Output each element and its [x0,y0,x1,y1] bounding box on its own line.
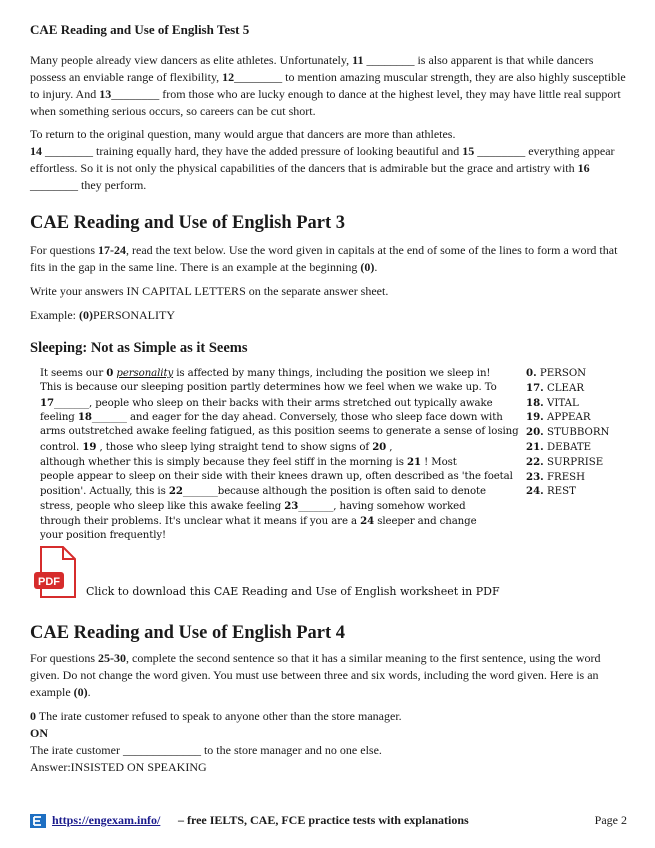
text-run: feeling [40,412,78,424]
text-run: ________ everything appear effortless. So it is not only the physical capabilities of the dancers that is admirable but the grace and artistry with [30,144,615,175]
text-run: , [386,441,393,453]
example-answer-word: personality [116,368,174,379]
passage-line [40,470,522,485]
word-list [526,366,646,499]
gap-number: 13 [99,87,112,101]
text-run: stress, people who sleep like this awake feeling [40,501,285,513]
gap-number: 20 [372,440,387,453]
text-run: people appear to sleep on their side with their knees drawn up, often described as 'the foetal [40,470,513,482]
test5-para2-line1: To return to the original question, many would argue that dancers are more than athletes. [30,127,456,141]
example-ref: (0) [73,685,88,699]
word-list-item [526,470,646,485]
text-run: This is because our sleeping position partly determines how we feel when we wake up. To [40,381,497,393]
part3-example [30,307,627,324]
passage-line [40,514,522,529]
part3-instructions [30,242,627,276]
example-number: (0) [78,308,93,322]
pdf-icon-label: PDF [38,576,60,588]
text-run: although whether this is simply because they feel stiff in the morning is [40,456,407,468]
text-run: _______, having somehow worked [298,501,466,513]
example-number: 0 [30,709,36,723]
stem-word: APPEAR [546,412,591,424]
text-run: position'. Actually, this is [40,486,169,498]
passage-title: Sleeping: Not as Simple as it Seems [30,340,248,356]
text-run: ________ is also apparent is that while dancers possess an enviable range of flexibility, [30,53,594,84]
word-number: 17. [526,381,544,394]
part3-heading: CAE Reading and Use of English Part 3 [30,213,346,233]
text-run: _______, people who sleep on their backs with their arms stretched out typically awake [53,397,493,409]
stem-word: DEBATE [546,441,592,453]
test5-title: CAE Reading and Use of English Test 5 [30,22,250,37]
gap-number: 24 [360,514,375,527]
footer-site-link[interactable]: https://engexam.info/ [52,813,161,827]
text-run: , complete the second sentence so that it has a similar meaning to the first sentence, using the word given. Do not change the word given. You must use between three and six words, including the word given. Here is an example [30,651,601,699]
word-list-item [526,366,646,381]
text-run: arms outstretched awake feeling fatigued, as this position seems to generate a sense of losing [40,426,519,438]
page-number: Page 2 [594,813,627,827]
text-run: , those who sleep lying straight tend to show signs of [96,441,373,453]
test5-para2 [30,126,627,194]
gap-number: 0 [106,367,114,379]
word-number: 23. [526,470,544,483]
text-run: For questions [30,243,99,257]
word-number: 0. [526,367,537,379]
word-list-item [526,425,646,440]
text-run: Many people already view dancers as elite athletes. Unfortunately, [30,53,353,67]
text-run: . [374,260,378,274]
text-run: ________ from those who are lucky enough to dance at the highest level, they may have little real support when something serious occurs, so careers can be cut short. [30,87,621,118]
test5-para1 [30,52,627,120]
gap-number: 19 [82,440,97,453]
text-run: _______because although the position is often said to denote [182,486,486,498]
text-run: . [87,685,91,699]
word-list-item [526,440,646,455]
word-number: 22. [526,455,544,468]
example-ref: (0) [360,260,375,274]
stem-word: VITAL [546,397,579,409]
gap-number: 23 [284,500,299,513]
stem-word: PERSON [539,368,587,379]
example-keyword: ON [30,726,48,740]
passage-line [40,499,522,514]
word-list-item [526,381,646,396]
word-list-item [526,484,646,499]
word-number: 20. [526,426,544,439]
passage-text [40,366,522,544]
word-list-item [526,455,646,470]
text-run: control. [40,441,83,453]
gap-number: 15 [462,144,475,158]
stem-word: REST [546,486,576,498]
word-list-item [526,396,646,411]
part4-instructions [30,650,627,701]
example-label: Example: [30,308,79,322]
passage-line [40,529,522,544]
download-pdf-link[interactable]: Click to download this CAE Reading and Use of English worksheet in PDF [86,585,500,598]
question-range: 25-30 [98,651,127,665]
word-number: 19. [526,411,544,424]
stem-word: CLEAR [546,382,585,394]
word-number: 18. [526,396,544,409]
part4-example [30,708,627,776]
passage-line [40,484,522,499]
text-run: ________ they perform. [30,178,147,192]
engexam-logo-icon [30,814,46,828]
text-run: For questions [30,651,99,665]
text-run: ________ to mention amazing muscular strength, they are also highly susceptible to injury. And [30,70,626,101]
part4-heading: CAE Reading and Use of English Part 4 [30,623,346,643]
passage-line [40,455,522,470]
gap-number: 17 [40,396,54,409]
write-note: Write your answers IN CAPITAL LETTERS on the separate answer sheet. [30,284,389,298]
question-range: 17-24 [98,243,127,257]
gap-number: 14 [30,144,42,158]
footer [30,813,627,829]
passage-line [40,396,522,411]
word-number: 21. [526,440,544,453]
passage-line [40,410,522,425]
word-list-item [526,410,646,425]
passage-line [40,440,522,455]
gap-number: 12 [222,70,235,84]
example-answer: Answer:INSISTED ON SPEAKING [30,760,207,774]
text-run: _______ and eager for the day ahead. Conversely, those who sleep face down with [91,412,503,424]
stem-word: SURPRISE [546,456,604,468]
text-run: ! Most [420,456,457,468]
example-first-sentence: The irate customer refused to speak to anyone other than the store manager. [36,709,402,723]
stem-word: FRESH [546,471,586,483]
gap-number: 18 [77,411,92,424]
passage-line [40,425,522,440]
gap-number: 16 [577,161,590,175]
gap-number: 11 [352,53,364,67]
example-sentence [30,708,627,725]
pdf-file-icon[interactable] [33,546,79,598]
text-run: through their problems. It's unclear what it means if you are a [40,515,361,527]
text-run: , read the text below. Use the word given in capitals at the end of some of the lines to form a word that fits in the gap in the same line. There is an example at the beginning [30,243,618,274]
text-run: ________ training equally hard, they have the added pressure of looking beautiful and [42,144,463,158]
word-number: 24. [526,485,544,498]
passage-line [40,381,522,396]
text-run: your position frequently! [40,529,167,541]
passage-line [40,366,522,381]
gap-number: 21 [407,455,421,468]
stem-word: STUBBORN [546,427,610,439]
gap-number: 22 [168,485,183,498]
text-run: It seems our [40,368,107,379]
footer-tagline: – free IELTS, CAE, FCE practice tests with explanations [178,813,469,827]
example-gapped-sentence: The irate customer _____________ to the store manager and no one else. [30,743,382,757]
text-run: sleeper and change [374,515,477,527]
text-run: is affected by many things, including the position we sleep in! [173,368,491,379]
example-word: PERSONALITY [92,308,175,322]
